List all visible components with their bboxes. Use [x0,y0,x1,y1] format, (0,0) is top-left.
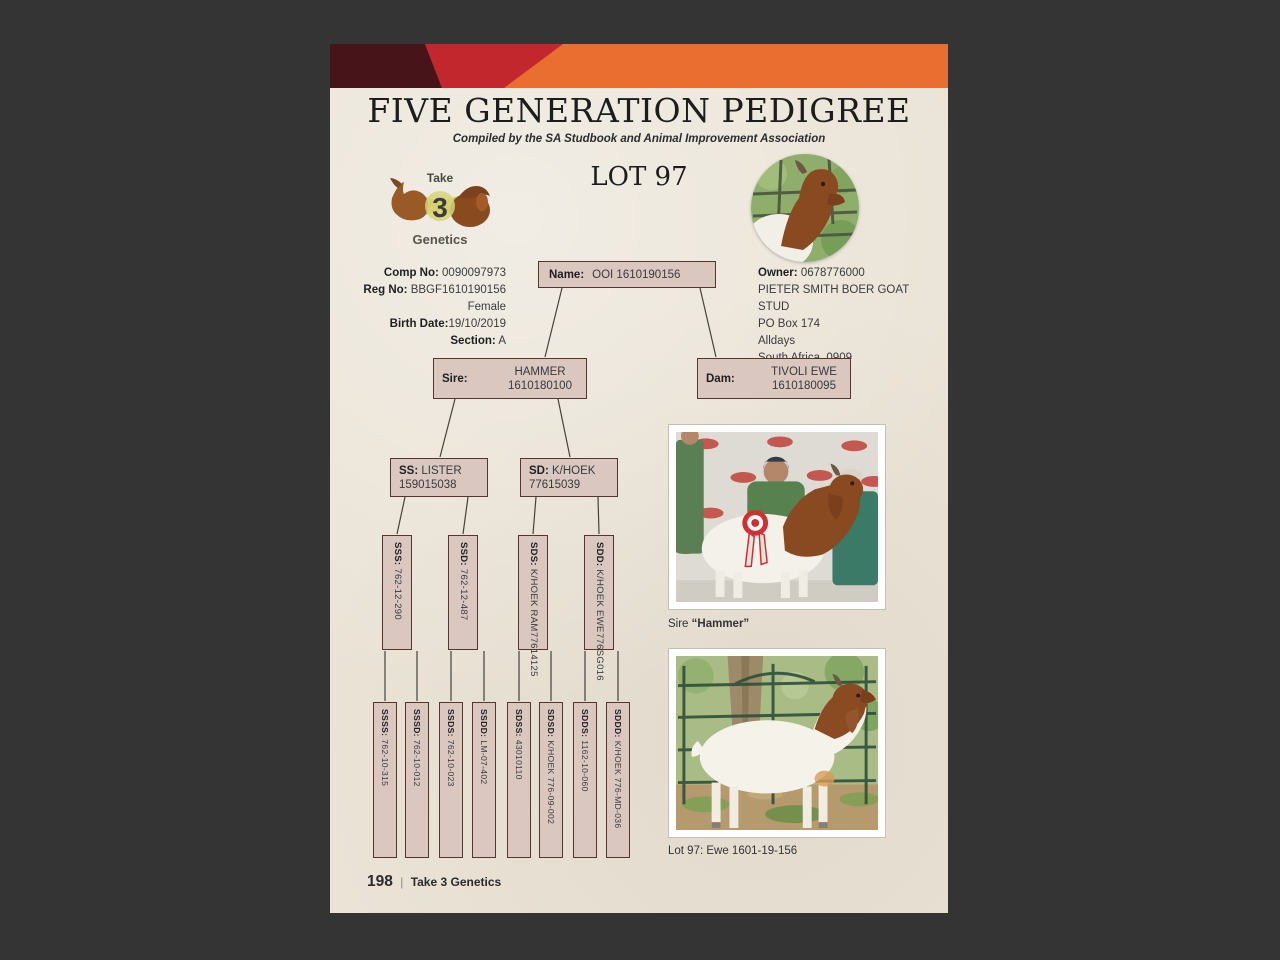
gen3-box-ssd: SSD:762-12-487 [448,535,478,650]
gen4-box-sssd: SSSD:762-10-012 [405,702,429,858]
birth-date-row: Birth Date:19/10/2019 [389,318,506,330]
lot-photo-caption: Lot 97: Ewe 1601-19-156 [668,845,798,857]
name-value: OOI 1610190156 [592,268,681,281]
sire-hammer-photo [668,424,886,610]
goat-head-photo [751,154,859,262]
gen3-box-sdd: SDD:K/HOEK EWE 776SG016 [584,535,614,650]
gen3-box-sss: SSS:762-12-290 [382,535,412,650]
footer-page-number: 198 [367,873,393,890]
svg-text:Genetics: Genetics [412,232,468,247]
identity-block [356,265,506,350]
svg-text:Take: Take [426,171,454,185]
lot-ewe-photo-image [676,656,878,830]
lot-ewe-photo [668,648,886,838]
footer-divider: | [400,875,404,889]
sire-box: Sire: HAMMER 1610180100 [433,358,587,399]
owner-line: PO Box 174 [758,318,821,330]
gen4-box-ssss: SSSS:762-10-315 [373,702,397,858]
sd-box: SD: K/HOEK 77615039 [520,458,618,497]
owner-line: Alldays [758,335,796,347]
owner-line: PIETER SMITH BOER GOAT [758,284,910,296]
section-row: Section: A [450,335,506,347]
gen4-box-sddd: SDDD:K/HOEK 776-MD-036 [606,702,630,858]
pedigree-page [330,44,948,913]
goat-head-photo-image [751,154,859,262]
lot-number: LOT 97 [590,162,688,192]
page-footer [367,873,501,891]
name-box [538,261,716,288]
owner-line: STUD [758,301,790,313]
gen4-box-sdss: SDSS:43010110 [507,702,531,858]
reg-no-row: Reg No: BBGF1610190156 [363,284,506,296]
owner-phone-row: Owner: 0678776000 [758,267,865,279]
dam-box: Dam: TIVOLI EWE 1610180095 [697,358,851,399]
gen3-box-sds: SDS:K/HOEK RAM 77614125 [518,535,548,650]
sire-photo-caption: Sire “Hammer” [668,618,750,630]
page-title: FIVE GENERATION PEDIGREE [367,91,911,130]
name-label: Name: [549,268,585,281]
take3-genetics-logo [378,168,502,248]
footer-brand: Take 3 Genetics [410,875,502,889]
owner-block [758,265,928,367]
svg-text:3: 3 [432,192,448,223]
dna-goats-logo-icon [378,168,502,248]
gen4-box-sdds: SDDS:1162-10-060 [573,702,597,858]
comp-no-row: Comp No: 0090097973 [383,267,506,279]
ss-box: SS: LISTER 159015038 [390,458,488,497]
gen4-box-sdsd: SDSD:K/HOEK 776-09-002 [539,702,563,858]
sex-row: Female [467,301,506,313]
gen4-box-ssds: SSDS:762-10-023 [439,702,463,858]
sire-hammer-photo-image [676,432,878,602]
gen4-box-ssdd: SSDD:LM-07-402 [472,702,496,858]
page-subtitle: Compiled by the SA Studbook and Animal Improvement Association [452,133,826,145]
